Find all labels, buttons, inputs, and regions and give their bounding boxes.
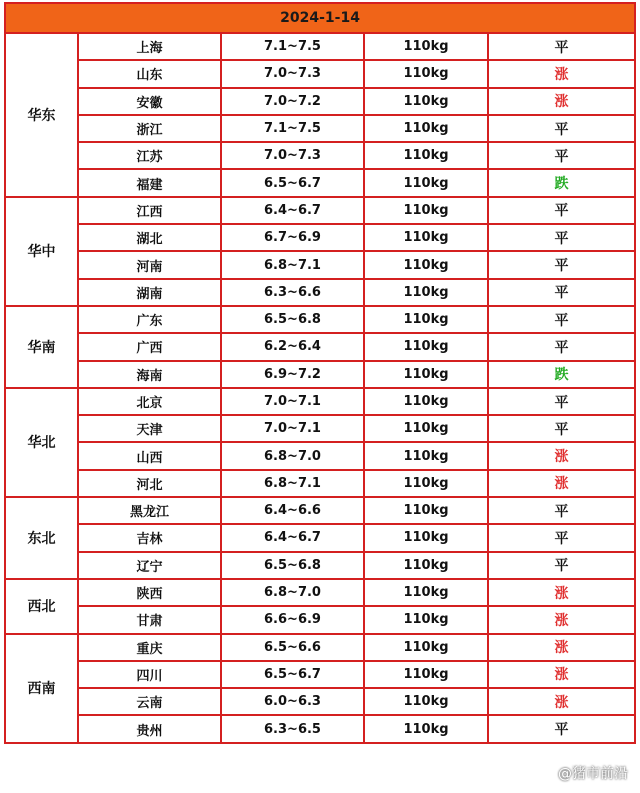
weight-cell: 110kg [364,524,488,551]
price-cell: 6.0~6.3 [221,688,364,715]
table-row [5,306,635,333]
price-cell: 7.1~7.5 [221,33,364,60]
province-cell: 安徽 [78,88,221,115]
weight-cell: 110kg [364,361,488,388]
province-cell: 浙江 [78,115,221,142]
province-cell: 天津 [78,415,221,442]
price-cell: 7.0~7.2 [221,88,364,115]
weight-cell: 110kg [364,279,488,306]
province-cell: 山西 [78,442,221,469]
table-row [5,33,635,60]
province-cell: 福建 [78,169,221,196]
price-cell: 6.5~6.8 [221,552,364,579]
province-cell: 吉林 [78,524,221,551]
table-row [5,60,635,87]
weight-cell: 110kg [364,634,488,661]
price-cell: 6.4~6.7 [221,524,364,551]
table-row [5,552,635,579]
province-cell: 山东 [78,60,221,87]
table-row [5,415,635,442]
province-cell: 江苏 [78,142,221,169]
region-cell: 华南 [5,306,78,388]
price-cell: 6.5~6.8 [221,306,364,333]
province-cell: 湖北 [78,224,221,251]
price-cell: 6.5~6.7 [221,661,364,688]
trend-cell: 涨 [488,442,635,469]
price-cell: 7.0~7.3 [221,142,364,169]
region-cell: 西南 [5,634,78,743]
table-row [5,524,635,551]
province-cell: 北京 [78,388,221,415]
table-row [5,497,635,524]
table-body [5,33,635,743]
province-cell: 河北 [78,470,221,497]
table-row [5,224,635,251]
province-cell: 四川 [78,661,221,688]
table-row [5,142,635,169]
price-cell: 6.8~7.1 [221,470,364,497]
price-table-container [4,2,634,744]
province-cell: 云南 [78,688,221,715]
price-table [4,2,636,744]
price-cell: 6.9~7.2 [221,361,364,388]
trend-cell: 平 [488,388,635,415]
price-cell: 7.0~7.3 [221,60,364,87]
trend-cell: 涨 [488,470,635,497]
weight-cell: 110kg [364,715,488,742]
trend-cell: 平 [488,715,635,742]
province-cell: 海南 [78,361,221,388]
weight-cell: 110kg [364,251,488,278]
trend-cell: 平 [488,224,635,251]
trend-cell: 涨 [488,60,635,87]
trend-cell: 平 [488,524,635,551]
table-row [5,634,635,661]
weight-cell: 110kg [364,60,488,87]
trend-cell: 平 [488,115,635,142]
weight-cell: 110kg [364,388,488,415]
trend-cell: 涨 [488,88,635,115]
price-cell: 6.5~6.6 [221,634,364,661]
trend-cell: 平 [488,279,635,306]
weight-cell: 110kg [364,197,488,224]
trend-cell: 平 [488,197,635,224]
price-cell: 6.3~6.6 [221,279,364,306]
province-cell: 湖南 [78,279,221,306]
table-row [5,361,635,388]
table-row [5,333,635,360]
table-row [5,579,635,606]
weight-cell: 110kg [364,169,488,196]
weight-cell: 110kg [364,333,488,360]
price-cell: 7.0~7.1 [221,415,364,442]
trend-cell: 平 [488,33,635,60]
weight-cell: 110kg [364,497,488,524]
weight-cell: 110kg [364,142,488,169]
price-cell: 6.3~6.5 [221,715,364,742]
province-cell: 贵州 [78,715,221,742]
trend-cell: 涨 [488,688,635,715]
watermark: @猪市前沿 [558,766,628,782]
weight-cell: 110kg [364,442,488,469]
table-row [5,715,635,742]
weight-cell: 110kg [364,552,488,579]
trend-cell: 跌 [488,169,635,196]
weight-cell: 110kg [364,415,488,442]
region-cell: 东北 [5,497,78,579]
trend-cell: 平 [488,251,635,278]
weight-cell: 110kg [364,88,488,115]
weight-cell: 110kg [364,688,488,715]
price-cell: 7.0~7.1 [221,388,364,415]
table-row [5,688,635,715]
trend-cell: 平 [488,142,635,169]
weight-cell: 110kg [364,306,488,333]
weight-cell: 110kg [364,661,488,688]
province-cell: 河南 [78,251,221,278]
trend-cell: 涨 [488,634,635,661]
price-cell: 6.7~6.9 [221,224,364,251]
table-row [5,169,635,196]
price-cell: 6.8~7.0 [221,579,364,606]
price-cell: 6.4~6.6 [221,497,364,524]
table-row [5,442,635,469]
region-cell: 西北 [5,579,78,634]
table-date-header: 2024-1-14 [5,3,635,33]
weight-cell: 110kg [364,115,488,142]
weight-cell: 110kg [364,33,488,60]
province-cell: 上海 [78,33,221,60]
province-cell: 江西 [78,197,221,224]
table-row [5,197,635,224]
province-cell: 广西 [78,333,221,360]
price-cell: 6.8~7.1 [221,251,364,278]
table-row [5,115,635,142]
trend-cell: 平 [488,306,635,333]
weight-cell: 110kg [364,606,488,633]
price-cell: 7.1~7.5 [221,115,364,142]
trend-cell: 跌 [488,361,635,388]
province-cell: 辽宁 [78,552,221,579]
province-cell: 重庆 [78,634,221,661]
trend-cell: 平 [488,497,635,524]
weight-cell: 110kg [364,579,488,606]
province-cell: 广东 [78,306,221,333]
table-row [5,88,635,115]
table-row [5,388,635,415]
trend-cell: 平 [488,333,635,360]
weight-cell: 110kg [364,224,488,251]
price-cell: 6.2~6.4 [221,333,364,360]
table-row [5,470,635,497]
province-cell: 甘肃 [78,606,221,633]
price-cell: 6.4~6.7 [221,197,364,224]
trend-cell: 平 [488,415,635,442]
region-cell: 华东 [5,33,78,197]
trend-cell: 涨 [488,606,635,633]
region-cell: 华北 [5,388,78,497]
trend-cell: 平 [488,552,635,579]
table-row [5,661,635,688]
price-cell: 6.8~7.0 [221,442,364,469]
table-row [5,606,635,633]
region-cell: 华中 [5,197,78,306]
price-cell: 6.6~6.9 [221,606,364,633]
trend-cell: 涨 [488,661,635,688]
table-row [5,251,635,278]
province-cell: 陕西 [78,579,221,606]
weight-cell: 110kg [364,470,488,497]
table-row [5,279,635,306]
price-cell: 6.5~6.7 [221,169,364,196]
trend-cell: 涨 [488,579,635,606]
province-cell: 黑龙江 [78,497,221,524]
